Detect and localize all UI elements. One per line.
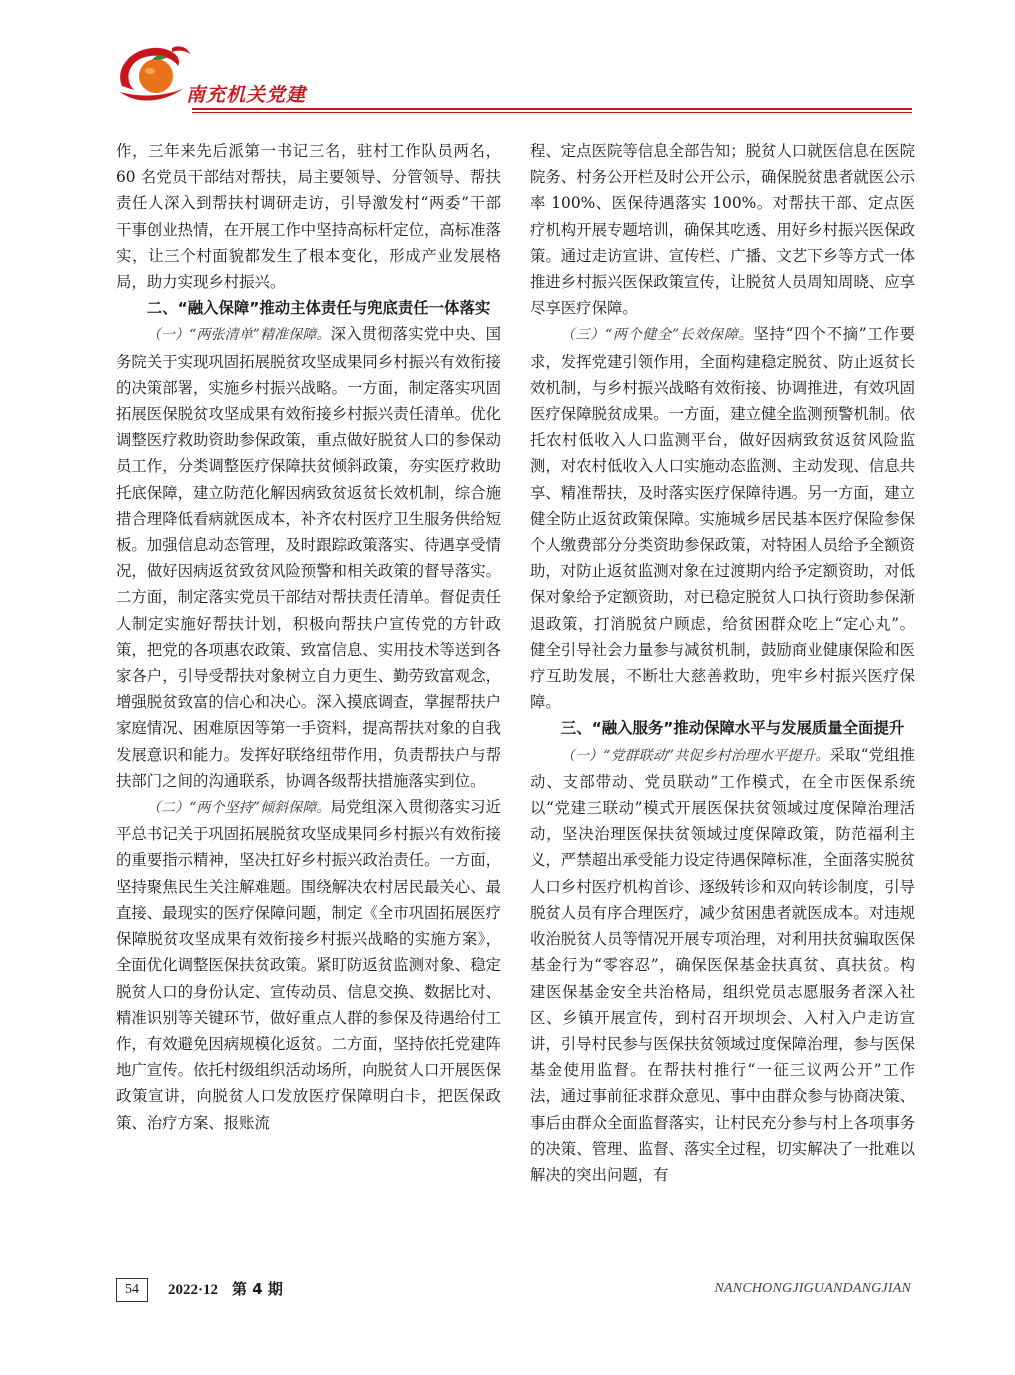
paragraph-body: 局党组深入贯彻落实习近平总书记关于巩固拓展脱贫攻坚成果同乡村振兴有效衔接的重要指示精神，坚决扛好乡村振兴政治责任。一方面，坚持聚焦民生关注解难题。围绕解决农村居民最关心、最直接、最现实的医疗保障问题，制定《全市巩固拓展医疗保障脱贫攻坚成果有效衔接乡村振兴战略的实施方案》，全面优化调整医保扶贫政策。紧盯防返贫监测对象、稳定脱贫人口的身份认定、宣传动员、信息交换、数据比对、精准识别等关键环节，做好重点人群的参保及待遇给付工作，有效避免因病规模化返贫。二方面，坚持依托党建阵地广宣传。依托村级组织活动场所，向脱贫人口开展医保政策宣讲，向脱贫人口发放医疗保障明白卡，把医保政策、治疗方案、报账流 (116, 798, 501, 1132)
header-divider (192, 108, 912, 110)
left-column (116, 138, 501, 1136)
subsection-title: （二）“两个坚持”倾斜保障。 (146, 800, 331, 817)
party-emblem-logo-icon (112, 38, 192, 110)
section-heading: 三、“融入服务”推动保障水平与发展质量全面提升 (560, 719, 905, 738)
publication-brand: 南充机关党建 (186, 84, 307, 106)
paragraph (530, 742, 915, 1188)
paragraph (116, 794, 501, 1136)
issue-number: 第 4 期 (232, 1280, 283, 1298)
paragraph (116, 321, 501, 794)
subsection-title: （一）“党群联动”共促乡村治理水平提升。 (560, 747, 830, 764)
right-column (530, 138, 915, 1188)
page-header (0, 0, 1015, 120)
paragraph-body: 采取“党组推动、支部带动、党员联动”工作模式，在全市医保系统以“党建三联动”模式开展医保扶贫领域过度保障治理活动，坚决治理医保扶贫领域过度保障政策，防范福利主义，严禁超出承受能力设定待遇保障标准，全面落实脱贫人口乡村医疗机构首诊、逐级转诊和双向转诊制度，引导脱贫人员有序合理医疗，减少贫困患者就医成本。对违规收治脱贫人员等情况开展专项治理，对利用扶贫骗取医保基金行为“零容忍”，确保医保基金扶真贫、真扶贫。构建医保基金安全共治格局，组织党员志愿服务者深入社区、乡镇开展宣传，到村召开坝坝会、入村入户走访宣讲，引导村民参与医保扶贫领域过度保障治理，参与医保基金使用监督。在帮扶村推行“一征三议两公开”工作法，通过事前征求群众意见、事中由群众参与协商决策、事后由群众全面监督落实，让村民充分参与村上各项事务的决策、管理、监督、落实全过程，切实解决了一批难以解决的突出问题，有 (530, 745, 915, 1184)
issue-info (168, 1278, 283, 1301)
section-heading: 二、“融入保障”推动主体责任与兜底责任一体落实 (146, 299, 491, 318)
publication-english-name: NANCHONGJIGUANDANGJIAN (714, 1281, 911, 1296)
paragraph: 程、定点医院等信息全部告知；脱贫人口就医信息在医院院务、村务公开栏及时公开公示，确保脱贫患者就医公示率 100%、医保待遇落实 100%。对帮扶干部、定点医疗机构开展专题培训，确保其吃透、用好乡村振兴医保政策。通过走访宣讲、宣传栏、广播、文艺下乡等方式一体推进乡村振兴医保政策宣传，让脱贫人员周知周晓、应享尽享医疗保障。 (530, 142, 915, 318)
paragraph: 作，三年来先后派第一书记三名，驻村工作队员两名，60 名党员干部结对帮扶，局主要领导、分管领导、帮扶责任人深入到帮扶村调研走访，引导激发村“两委”干部干事创业热情，在开展工作中坚持高标杆定位，高标准落实，让三个村面貌都发生了根本变化，形成产业发展格局，助力实现乡村振兴。 (116, 142, 501, 292)
paragraph (530, 321, 915, 715)
issue-date: 2022·12 (168, 1282, 219, 1298)
subsection-title: （三）“两个健全”长效保障。 (560, 327, 754, 344)
paragraph-body: 深入贯彻落实党中央、国务院关于实现巩固拓展脱贫攻坚成果同乡村振兴有效衔接的决策部署，实施乡村振兴战略。一方面，制定落实巩固拓展医保脱贫攻坚成果有效衔接乡村振兴责任清单。优化调整医疗救助资助参保政策，重点做好脱贫人口的参保动员工作，分类调整医疗保障扶贫倾斜政策，夯实医疗救助托底保障，建立防范化解因病致贫返贫长效机制，综合施措合理降低看病就医成本，补齐农村医疗卫生服务供给短板。加强信息动态管理，及时跟踪政策落实、待遇享受情况，做好因病返贫致贫风险预警和相关政策的督导落实。二方面，制定落实党员干部结对帮扶责任清单。督促责任人制定实施好帮扶计划，积极向帮扶户宣传党的方针政策，把党的各项惠农政策、致富信息、实用技术等送到各家各户，引导受帮扶对象树立自力更生、勤劳致富观念，增强脱贫致富的信心和决心。深入摸底调查，掌握帮扶户家庭情况、困难原因等第一手资料，提高帮扶对象的自我发展意识和能力。发挥好联络纽带作用，负责帮扶户与帮扶部门之间的沟通联系，协调各级帮扶措施落实到位。 (116, 325, 501, 790)
page-number: 54 (116, 1278, 148, 1302)
subsection-title: （一）“两张清单”精准保障。 (146, 327, 331, 344)
header-divider-thin (192, 112, 912, 113)
paragraph-body: 坚持“四个不摘”工作要求，发挥党建引领作用，全面构建稳定脱贫、防止返贫长效机制，与乡村振兴战略有效衔接、协调推进，有效巩固医疗保障脱贫成果。一方面，建立健全监测预警机制。依托农村低收入人口监测平台，做好因病致贫返贫风险监测，对农村低收入人口实施动态监测、主动发现、信息共享、精准帮扶，及时落实医疗保障待遇。另一方面，建立健全防止返贫政策保障。实施城乡居民基本医疗保险参保个人缴费部分分类资助参保政策，对特困人员给予全额资助，对防止返贫监测对象在过渡期内给予定额资助，对低保对象给予定额资助，对已稳定脱贫人口执行资助参保渐退政策，打消脱贫户顾虑，给贫困群众吃上“定心丸”。健全引导社会力量参与减贫机制，鼓励商业健康保险和医疗互助发展，不断壮大慈善救助，兜牢乡村振兴医疗保障。 (530, 325, 915, 712)
